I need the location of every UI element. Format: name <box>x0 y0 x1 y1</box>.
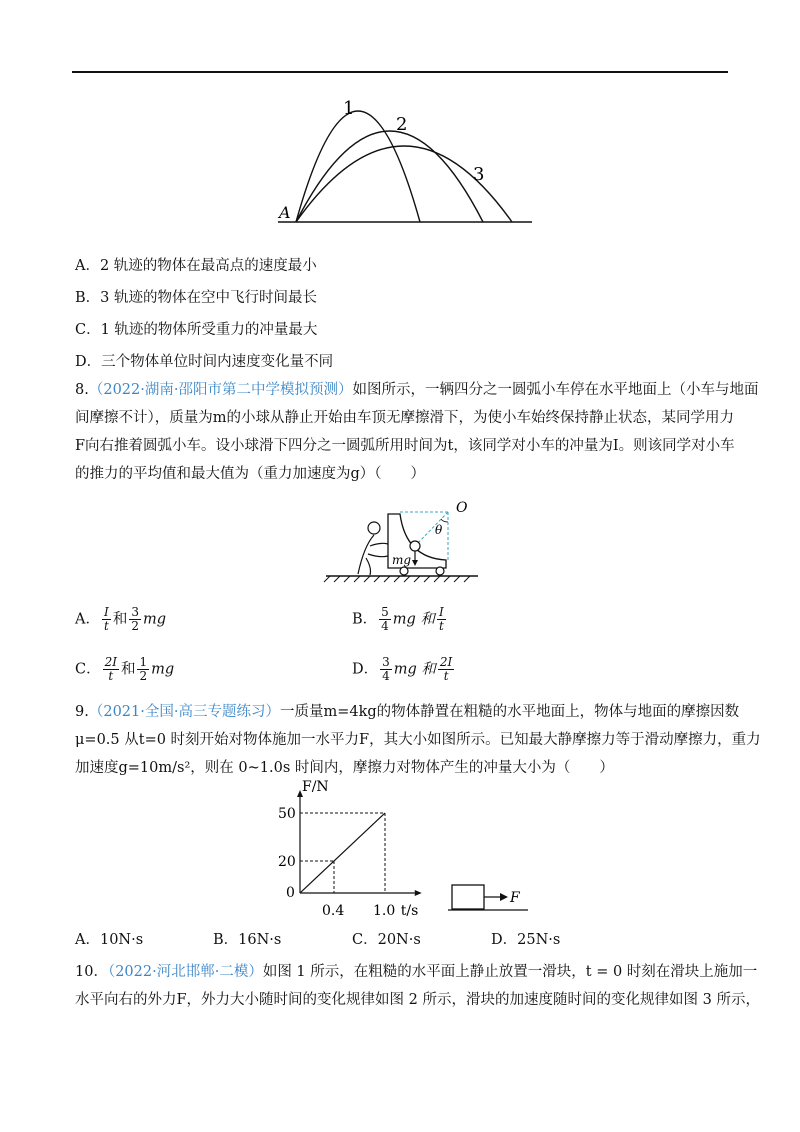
label-O: O <box>456 500 468 516</box>
label-3: 3 <box>473 164 485 185</box>
y-tick-50: 50 <box>278 806 296 822</box>
person-body <box>358 535 388 575</box>
label-theta: θ <box>435 523 443 537</box>
q10-text-1: 如图 1 所示，在粗糙的水平面上静止放置一滑块，t = 0 时刻在滑块上施加一 <box>262 964 758 980</box>
q7-option-b[interactable]: B．3 轨迹的物体在空中飞行时间最长 <box>75 290 317 306</box>
q8-option-a[interactable]: A． $\frac{I}{t}$ 和 $\frac{3}{2}$ mg <box>75 605 166 633</box>
x-axis-label: t/s <box>400 903 419 919</box>
q9-option-b[interactable]: B．16N·s <box>213 932 282 948</box>
q8-source[interactable]: （2022·湖南·邵阳市第二中学模拟预测） <box>88 382 353 398</box>
q9-text-1: 一质量m=4kg的物体静置在粗糙的水平地面上，物体与地面的摩擦因数 <box>279 704 740 720</box>
q9-option-a[interactable]: A．10N·s <box>75 932 144 948</box>
q8-option-b[interactable]: B． $\frac{5}{4}$ mg 和 $\frac{I}{t}$ <box>352 605 444 633</box>
q10-text-2: 水平向右的外力F，外力大小随时间的变化规律如图 2 所示，滑块的加速度随时间的变化规律如图 3 所示， <box>75 992 760 1008</box>
label-1: 1 <box>343 98 355 119</box>
label-2: 2 <box>396 114 408 135</box>
q9-stem <box>75 698 761 782</box>
q10-number: 10． <box>75 964 108 980</box>
q8-text-1: 如图所示，一辆四分之一圆弧小车停在水平地面上（小车与地面 <box>352 382 759 398</box>
x-axis-arrow <box>415 890 422 896</box>
q9-text-3: 加速度g=10m/s²，则在 0~1.0s 时间内，摩擦力对物体产生的冲量大小为（ ） <box>75 760 614 776</box>
q7-option-d[interactable]: D．三个物体单位时间内速度变化量不同 <box>75 354 334 370</box>
header-rule <box>72 71 728 73</box>
cart-wheel-left <box>400 567 408 575</box>
q8-text-4: 的推力的平均值和最大值为（重力加速度为g）（ ） <box>75 466 426 482</box>
q10-source[interactable]: （2022·河北邯郸·二模） <box>107 964 263 980</box>
x-tick-0.4: 0.4 <box>322 903 345 919</box>
cart-wheel-right <box>436 567 444 575</box>
y-tick-20: 20 <box>278 854 296 870</box>
q7-option-c[interactable]: C．1 轨迹的物体所受重力的冲量最大 <box>75 322 318 338</box>
q8-option-c[interactable]: C． $\frac{2I}{t}$ 和 $\frac{1}{2}$ mg <box>75 655 175 683</box>
radius-ball <box>417 512 448 544</box>
q9-option-d[interactable]: D．25N·s <box>491 932 561 948</box>
q8-text-2: 间摩擦不计），质量为m的小球从静止开始由车顶无摩擦滑下，为使小车始终保持静止状态，某同学用力 <box>75 410 734 426</box>
x-tick-1.0: 1.0 <box>373 903 396 919</box>
block <box>452 885 484 909</box>
label-A: A <box>279 203 291 222</box>
q9-option-c[interactable]: C．20N·s <box>352 932 421 948</box>
theta-arc <box>441 519 448 522</box>
q7-option-a[interactable]: A．2 轨迹的物体在最高点的速度最小 <box>75 258 317 274</box>
q9-number: 9. <box>75 704 89 720</box>
force-line <box>300 813 385 893</box>
label-mg: mg <box>392 553 412 567</box>
force-time-chart <box>278 779 550 920</box>
y-axis-label: F/N <box>302 779 329 795</box>
q9-source[interactable]: （2021·全国·高三专题练习） <box>88 704 280 720</box>
q10-stem <box>75 958 760 1014</box>
q9-text-2: μ=0.5 从t=0 时刻开始对物体施加一水平力F，其大小如图所示。已知最大静摩擦力等于滑动摩擦力，重力 <box>75 732 761 748</box>
ball <box>410 541 420 551</box>
trajectory-figure <box>270 90 540 230</box>
q8-stem <box>75 376 759 488</box>
q8-number: 8. <box>75 382 89 398</box>
q8-text-3: F向右推着圆弧小车。设小球滑下四分之一圆弧所用时间为t，该同学对小车的冲量为I。则该同学对小车 <box>75 438 735 454</box>
cart-figure <box>322 498 482 584</box>
force-label: F <box>510 890 520 906</box>
q8-option-d[interactable]: D． $\frac{3}{4}$ mg 和 $\frac{2I}{t}$ <box>352 655 453 683</box>
origin-label: 0 <box>286 885 295 901</box>
person-head <box>368 522 380 534</box>
